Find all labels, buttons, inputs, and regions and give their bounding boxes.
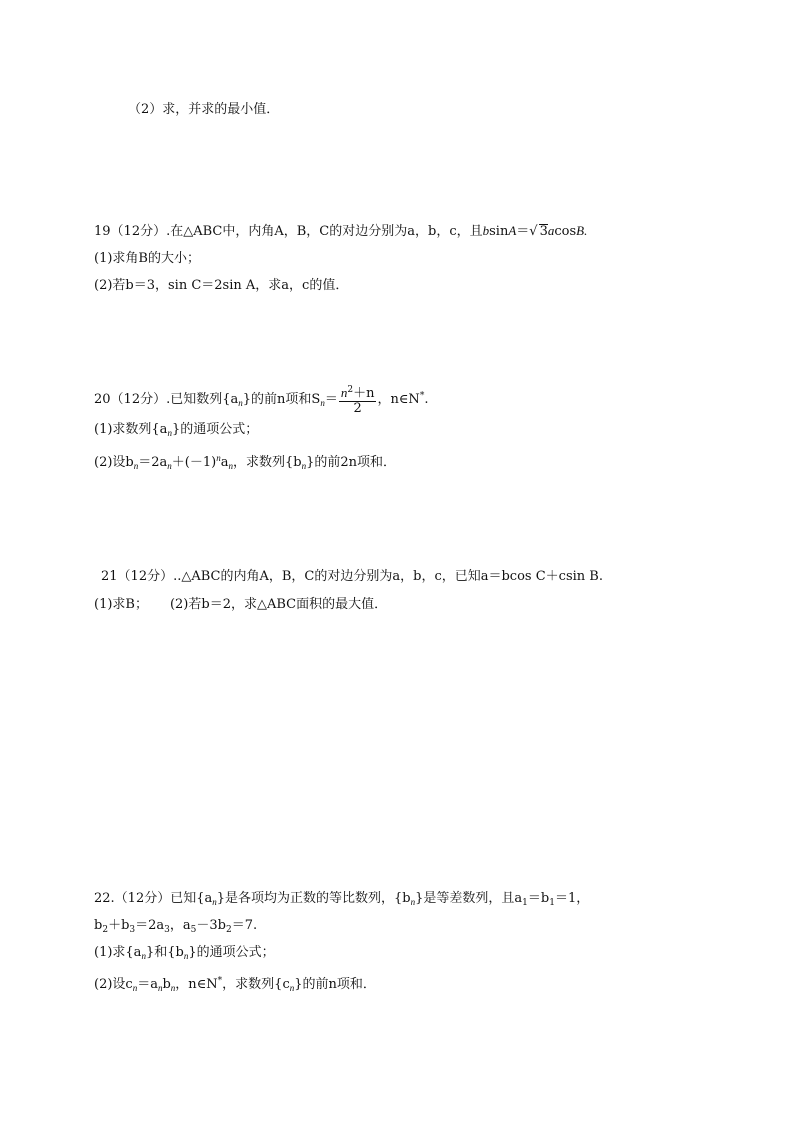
q20-part2-sub: n bbox=[167, 461, 172, 471]
q22-p1-a: (1)求{a bbox=[94, 945, 142, 960]
q22-p2-c: b bbox=[162, 977, 171, 992]
q21-part2: (2)若b＝2，求△ABC面积的最大值． bbox=[169, 597, 388, 612]
q20-eq: ＝ bbox=[324, 392, 338, 407]
q22-l1-e: ＝1， bbox=[554, 891, 590, 906]
q22-l2-b: ＋b bbox=[108, 918, 130, 933]
q20-part2-b: ＝2a bbox=[138, 455, 168, 470]
q22-l2-c: ＝2a bbox=[135, 918, 165, 933]
q20-part1-sub: n bbox=[167, 428, 172, 438]
q20-tail-end: . bbox=[424, 392, 429, 407]
q22-p1-c: }的通项公式； bbox=[188, 945, 275, 960]
q22-stem-line1 bbox=[94, 890, 589, 912]
q20-part2-sup: n bbox=[216, 453, 221, 463]
q20-frac-n: n bbox=[340, 385, 348, 400]
q22-part2 bbox=[94, 972, 376, 997]
q22-sub: 5 bbox=[190, 925, 197, 935]
q19-number: 19（12分） bbox=[94, 224, 167, 239]
sqrt-symbol: √ bbox=[529, 224, 538, 239]
q19-cond-b: b bbox=[482, 223, 490, 238]
q20-intro: .已知数列{a bbox=[166, 392, 239, 407]
q22-p2-a: (2)设c bbox=[94, 977, 133, 992]
q20-fraction bbox=[339, 383, 377, 416]
q22-l2-a: b bbox=[94, 918, 103, 933]
q22-p1-b: }和{b bbox=[145, 945, 184, 960]
q22-sub: n bbox=[289, 983, 295, 993]
q22-p2-sup: * bbox=[217, 976, 223, 986]
q22-sub: n bbox=[141, 951, 146, 961]
q22-l2-e: －3b bbox=[196, 918, 226, 933]
q22-sub: n bbox=[132, 983, 138, 993]
q20-intro2: }的前n项和S bbox=[242, 392, 321, 407]
q20-part1-b: }的通项公式； bbox=[171, 422, 259, 437]
q20-part2-c: ＋(－1) bbox=[171, 455, 217, 470]
q22-p2-e: ，求数列{c bbox=[222, 977, 290, 992]
q21-parts bbox=[94, 596, 387, 614]
q22-sub: n bbox=[410, 897, 416, 907]
q20-frac-denominator: 2 bbox=[353, 401, 362, 416]
q20-frac-rest: ＋n bbox=[353, 386, 375, 401]
q20-part2-d: a bbox=[220, 455, 229, 470]
q22-sub: n bbox=[183, 951, 189, 961]
q20-sub: n bbox=[238, 398, 243, 408]
q20-part2-a: (2)设b bbox=[94, 455, 134, 470]
q20-part2-e: ，求数列{b bbox=[232, 455, 302, 470]
q19-cond-B: B. bbox=[576, 223, 588, 238]
q20-tail: ，n∈N bbox=[377, 392, 420, 407]
q22-sub: n bbox=[170, 983, 176, 993]
q18-part2: （2）求，并求的最小值． bbox=[128, 102, 280, 117]
q20-part1-a: (1)求数列{a bbox=[94, 422, 168, 437]
q22-p2-f: }的前n项和． bbox=[294, 977, 376, 992]
q22-l1-b: }是各项均为正数的等比数列，{b bbox=[216, 891, 411, 906]
q22-l2-d: ，a bbox=[169, 918, 191, 933]
q19-intro: .在△ABC中，内角A，B，C的对边分别为a，b，c，且 bbox=[166, 224, 483, 239]
q20-frac-numerator bbox=[339, 383, 377, 402]
q19-cond-eq: ＝ bbox=[516, 224, 530, 239]
q20-part2 bbox=[94, 449, 396, 475]
q20-part2-sub: n bbox=[133, 461, 139, 471]
q19-part2: (2)若b＝3，sin C＝2sin A，求a，c的值． bbox=[94, 278, 349, 293]
q19-part1: (1)求角B的大小； bbox=[94, 251, 200, 266]
q22-sub: n bbox=[157, 983, 163, 993]
q20-part1 bbox=[94, 421, 258, 442]
q22-p2-b: ＝a bbox=[137, 977, 158, 992]
q22-sub: 2 bbox=[225, 925, 232, 935]
q19-stem bbox=[94, 222, 587, 241]
q21-part1: (1)求B； bbox=[94, 597, 148, 612]
q19-cond-a: a bbox=[547, 223, 555, 238]
q19-cond-A: A bbox=[508, 223, 517, 238]
q19-cond-sin: sin bbox=[489, 224, 509, 239]
q22-p2-d: ，n∈N bbox=[175, 977, 218, 992]
q20-part2-sub: n bbox=[301, 461, 307, 471]
q20-tail-sup: * bbox=[419, 391, 425, 401]
q22-part1 bbox=[94, 944, 275, 965]
q20-part2-sub: n bbox=[228, 461, 233, 471]
q20-frac-sup: 2 bbox=[347, 385, 354, 395]
q22-l1-a: 22.（12分）已知{a bbox=[94, 891, 213, 906]
q21-number: 21（12分） bbox=[101, 569, 174, 584]
q20-sub: n bbox=[320, 398, 325, 408]
q20-part2-f: }的前2n项和． bbox=[306, 455, 396, 470]
q22-sub: 3 bbox=[129, 925, 136, 935]
q22-l1-d: ＝b bbox=[527, 891, 550, 906]
q19-sqrt-arg: 3 bbox=[539, 224, 548, 239]
q22-l1-c: }是等差数列，且a bbox=[415, 891, 523, 906]
q22-sub: 1 bbox=[549, 898, 555, 908]
q21-stem bbox=[101, 568, 603, 586]
q22-sub: n bbox=[212, 897, 217, 907]
q21-intro: ..△ABC的内角A，B，C的对边分别为a，b，c，已知a＝bcos C＋csin B. bbox=[173, 569, 603, 584]
q22-stem-line2 bbox=[94, 917, 257, 939]
q20-number: 20（12分） bbox=[94, 392, 167, 407]
q22-sub: 1 bbox=[522, 898, 528, 908]
q19-cond-cos: cos bbox=[554, 224, 577, 239]
q22-l2-f: ＝7. bbox=[231, 918, 258, 933]
q22-sub: 2 bbox=[102, 925, 109, 935]
q20-stem bbox=[94, 380, 428, 419]
q22-sub: 3 bbox=[164, 925, 170, 935]
